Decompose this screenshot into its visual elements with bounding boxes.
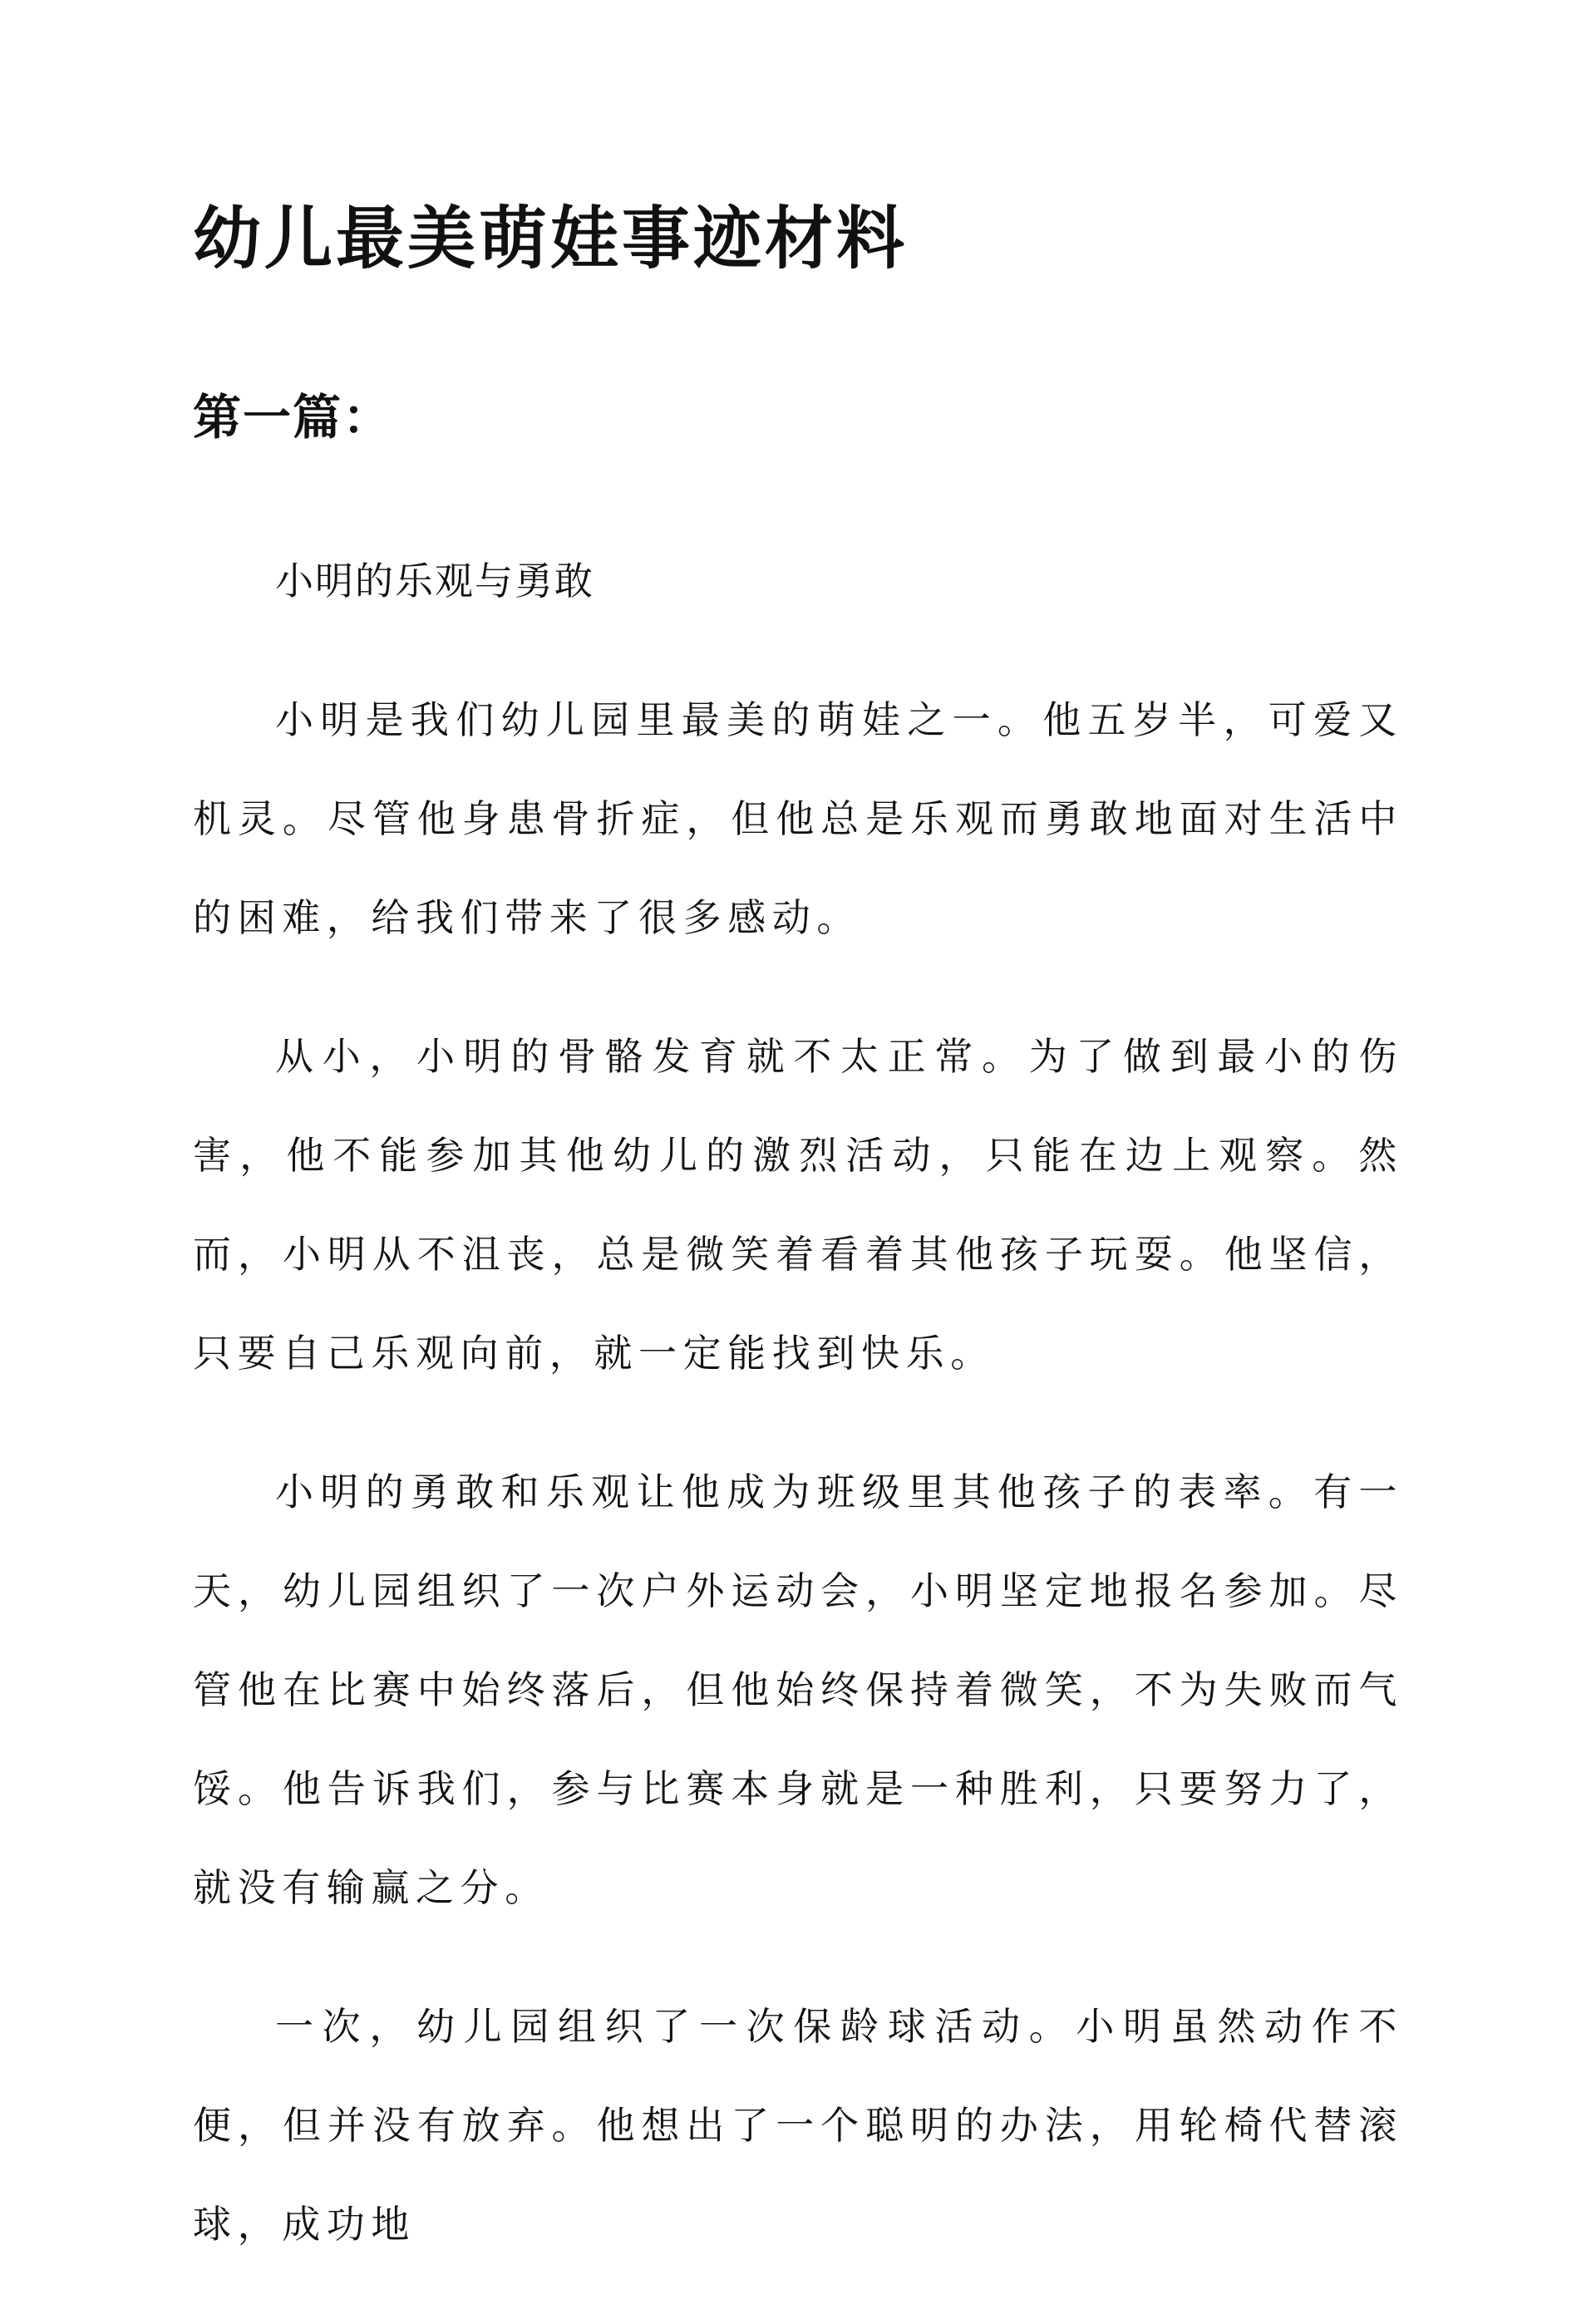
document-title: 幼儿最美萌娃事迹材料 (193, 199, 909, 278)
paragraph: 从小，小明的骨骼发育就不太正常。为了做到最小的伤害，他不能参加其他幼儿的激烈活动，只能在边上观察。然而，小明从不沮丧，总是微笑着看着其他孩子玩耍。他坚信，只要自己乐观向前，就一定能找到快乐。 (193, 1034, 1403, 1376)
document-body (193, 532, 1403, 2314)
paragraph: 小明的勇敢和乐观让他成为班级里其他孩子的表率。有一天，幼儿园组织了一次户外运动会，小明坚定地报名参加。尽管他在比赛中始终落后，但他始终保持着微笑，不为失败而气馁。他告诉我们，参与比赛本身就是一种胜利，只要努力了，就没有输赢之分。 (193, 1470, 1403, 1910)
section-heading: 第一篇： (193, 389, 393, 446)
paragraph: 一次，幼儿园组织了一次保龄球活动。小明虽然动作不便，但并没有放弃。他想出了一个聪明的办法，用轮椅代替滚球，成功地 (193, 2004, 1403, 2247)
article-subtitle: 小明的乐观与勇敢 (275, 559, 594, 603)
paragraph: 小明是我们幼儿园里最美的萌娃之一。他五岁半，可爱又机灵。尽管他身患骨折症，但他总是乐观而勇敢地面对生活中的困难，给我们带来了很多感动。 (193, 697, 1403, 940)
